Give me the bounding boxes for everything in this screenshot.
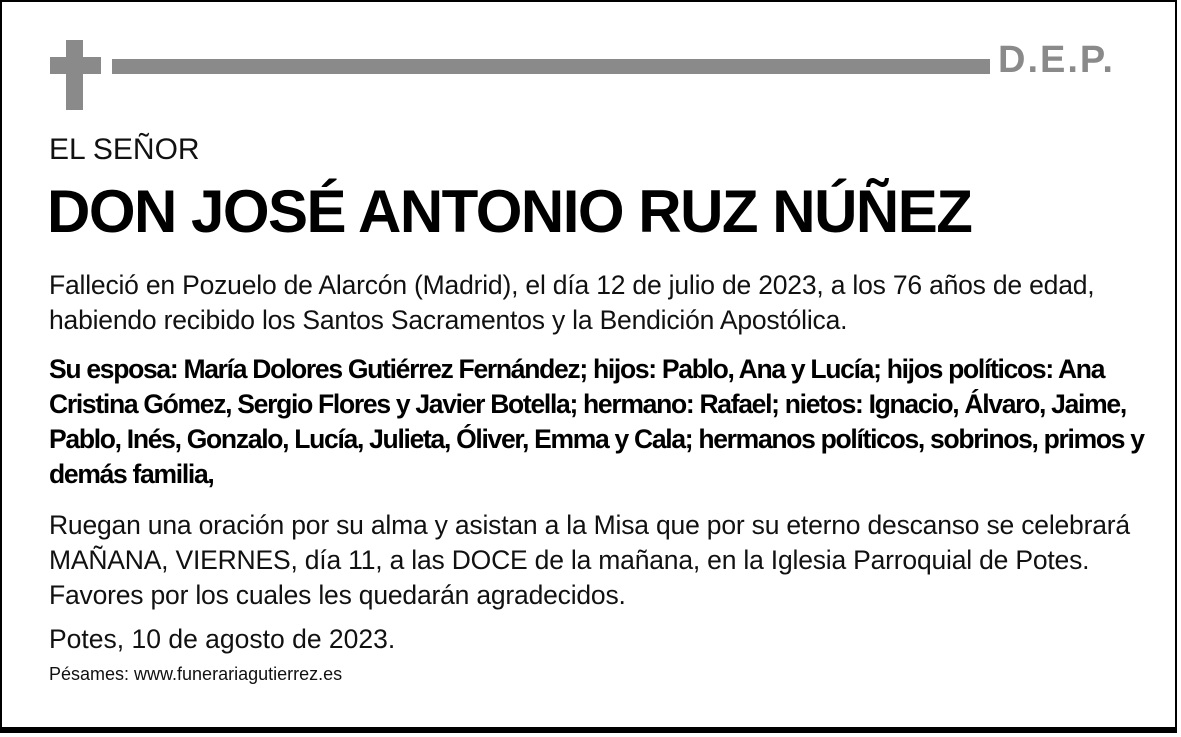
death-details: Falleció en Pozuelo de Alarcón (Madrid), el día 12 de julio de 2023, a los 76 años de edad, habiendo recibido los Santos Sacramentos y la Bendición Apostólica. <box>49 270 1095 335</box>
family-list: Su esposa: María Dolores Gutiérrez Fernández; hijos: Pablo, Ana y Lucía; hijos políticos: Ana Cristina Gómez, Sergio Flores y Javier Botella; hermano: Rafael; nietos: Ignacio, Álvaro, Jaime, Pablo, Inés, Gonzalo, Lucía, Julieta, Óliver, Emma y Cala; hermanos políticos, sobrinos, primos y demás familia, <box>49 354 1144 489</box>
cross-icon <box>66 40 83 110</box>
mass-announcement: Ruegan una oración por su alma y asistan a la Misa que por su eterno descanso se celebrará MAÑANA, VIERNES, día 11, a las DOCE de la mañana, en la Iglesia Parroquial de Potes. Favores por los cuales les quedarán agradecidos. <box>49 510 1130 610</box>
title-prefix: EL SEÑOR <box>49 133 200 166</box>
place-date: Potes, 10 de agosto de 2023. <box>49 624 396 654</box>
condolences-link[interactable]: Pésames: www.funerariagutierrez.es <box>49 664 343 684</box>
header-rule <box>112 59 990 74</box>
deceased-name: DON JOSÉ ANTONIO RUZ NÚÑEZ <box>47 178 972 245</box>
cross-icon-arm <box>50 57 101 74</box>
dep-label: D.E.P. <box>998 39 1115 81</box>
